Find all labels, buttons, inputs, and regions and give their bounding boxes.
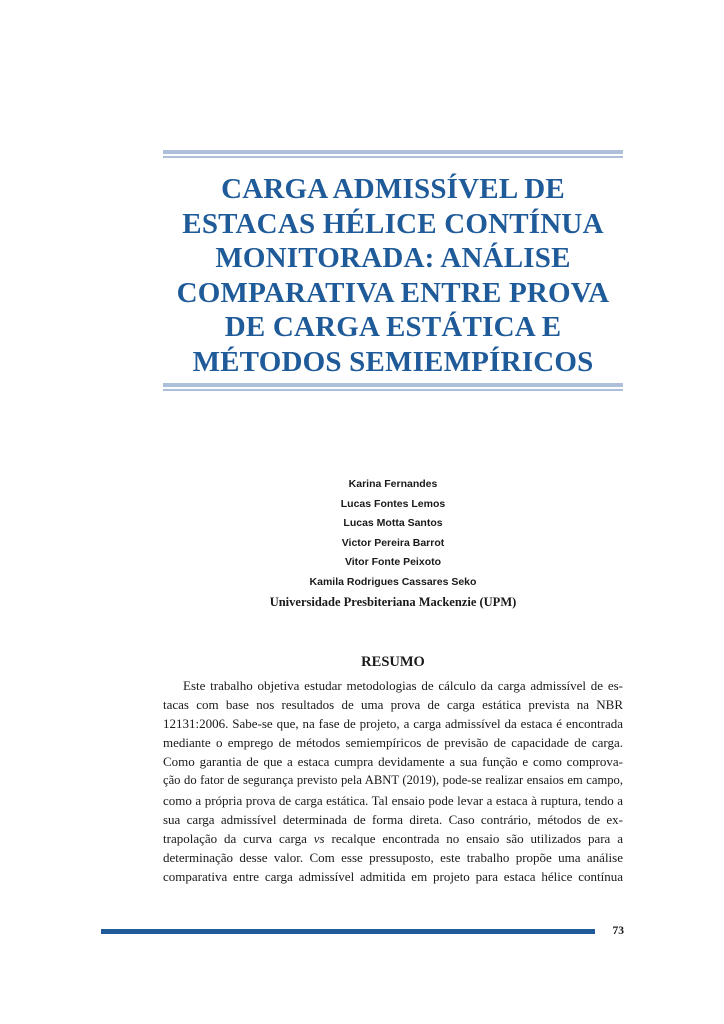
footer-bar [101,929,595,934]
abstract-line: como a própria prova de carga estática. Tal ensaio pode levar a estaca à ruptura, tendo a [163,792,623,808]
abstract-line: determinação desse valor. Com esse pressuposto, este trabalho propõe uma análise [163,849,623,865]
abstract-line: sua carga admissível determinada de forma direta. Caso contrário, métodos de ex- [163,811,623,827]
title-top-rule [163,150,623,158]
author-name: Kamila Rodrigues Cassares Seko [309,575,477,588]
affiliation: Universidade Presbiteriana Mackenzie (UPM) [269,594,517,609]
title-line: DE CARGA ESTÁTICA E [224,311,562,343]
abstract-line: Como garantia de que a estaca cumpra devidamente a sua função e como comprova- [163,754,623,770]
abstract-line: 12131:2006. Sabe-se que, na fase de projeto, a carga admissível da estaca é encontrada [163,716,623,732]
title-line: MONITORADA: ANÁLISE [215,242,571,274]
author-name: Lucas Fontes Lemos [340,497,446,510]
title-line: MÉTODOS SEMIEMPÍRICOS [192,345,594,378]
title-bottom-rule [163,383,623,391]
page-number: 73 [612,925,624,937]
abstract-line: trapolação da curva carga vs recalque encontrada no ensaio são utilizados para a [163,830,623,846]
title-line: ESTACAS HÉLICE CONTÍNUA [182,207,604,240]
title-line: CARGA ADMISSÍVEL DE [221,173,565,205]
abstract-line: tacas com base nos resultados de uma prova de carga estática prevista na NBR [163,697,623,713]
abstract-line: ção do fator de segurança previsto pela ABNT (2019), pode-se realizar ensaios em campo, [163,773,623,788]
abstract-line: comparativa entre carga admissível admitida em projeto para estaca hélice contínua [163,868,623,884]
author-name: Vitor Fonte Peixoto [344,556,442,569]
author-name: Lucas Motta Santos [343,517,443,530]
abstract-line: mediante o emprego de métodos semiempíricos de previsão de capacidade de carga. [163,735,623,751]
paper-title [163,172,623,379]
author-name: Victor Pereira Barrot [341,536,445,549]
author-name: Karina Fernandes [348,478,438,490]
abstract-line: Este trabalho objetiva estudar metodologias de cálculo da carga admissível de es- [183,678,623,693]
abstract-body [163,676,623,886]
abstract-heading: RESUMO [361,654,425,670]
title-line: COMPARATIVA ENTRE PROVA [176,276,610,309]
author-block [163,475,623,612]
